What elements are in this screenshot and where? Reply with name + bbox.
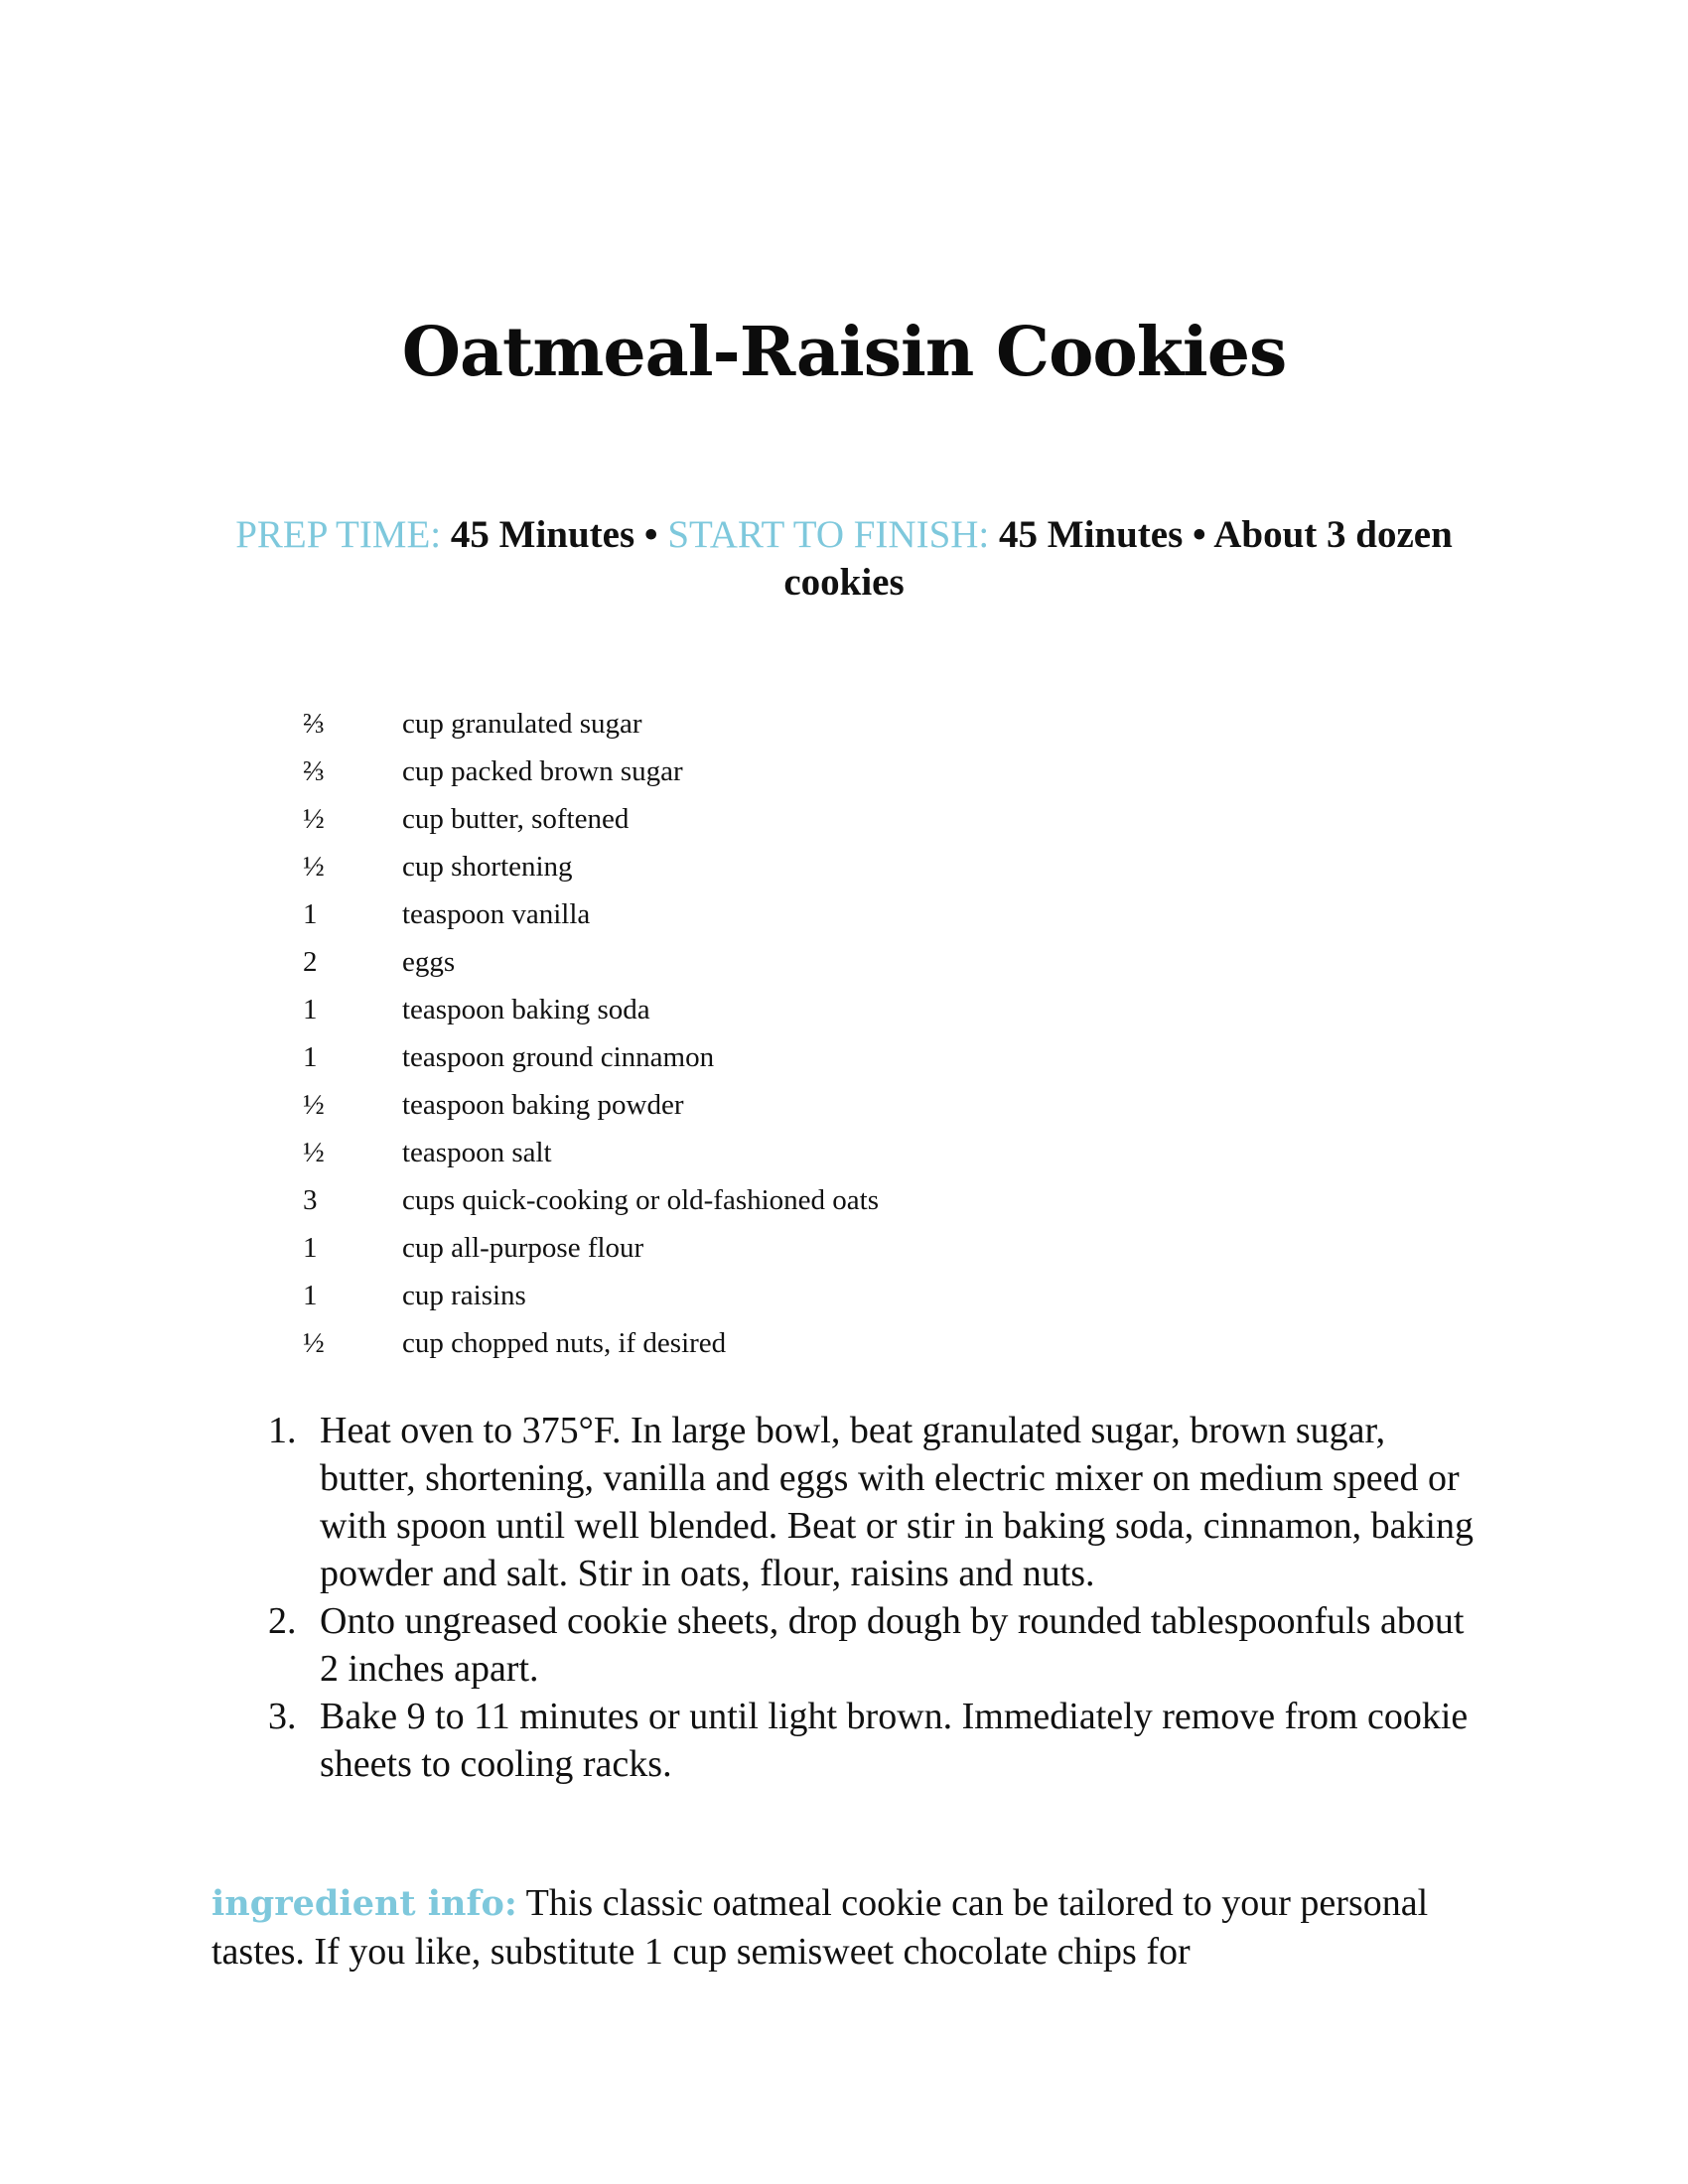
ingredient-qty: 2 (303, 946, 318, 978)
start-to-finish-label: START TO FINISH: (667, 513, 990, 556)
ingredient-item: cup raisins (402, 1280, 526, 1311)
ingredient-row (303, 1319, 1296, 1367)
instruction-step (268, 1693, 1489, 1788)
ingredient-info-text: This classic oatmeal cookie can be tailored to your personal tastes. If you like, substitute 1 cup semisweet chocolate chips for (211, 1882, 1429, 1973)
ingredient-item: teaspoon baking soda (402, 994, 650, 1025)
prep-time-label: PREP TIME: (235, 513, 442, 556)
step-text: Onto ungreased cookie sheets, drop dough by rounded tablespoonfuls about 2 inches apart. (320, 1600, 1465, 1690)
ingredient-qty: 3 (303, 1184, 318, 1216)
instruction-list (268, 1407, 1489, 1788)
ingredient-info-label: ingredient info: (211, 1883, 517, 1924)
recipe-meta (199, 511, 1489, 607)
ingredient-row (303, 890, 1296, 938)
ingredient-item: cup chopped nuts, if desired (402, 1327, 727, 1359)
ingredient-row (303, 1033, 1296, 1081)
ingredient-item: eggs (402, 946, 456, 978)
ingredient-item: cups quick-cooking or old-fashioned oats (402, 1184, 880, 1216)
recipe-title: Oatmeal-Raisin Cookies (401, 313, 1287, 392)
ingredient-row (303, 1224, 1296, 1272)
ingredient-item: cup butter, softened (402, 803, 630, 835)
ingredient-item: teaspoon baking powder (402, 1089, 684, 1121)
ingredient-row (303, 986, 1296, 1033)
ingredient-item: teaspoon vanilla (402, 898, 591, 930)
ingredient-row (303, 795, 1296, 843)
ingredient-qty: ½ (303, 1137, 325, 1168)
ingredient-info-note (211, 1879, 1492, 1976)
ingredient-qty: ½ (303, 803, 325, 835)
step-number: 2. (268, 1600, 297, 1642)
ingredient-qty: 1 (303, 898, 318, 930)
ingredient-qty: 1 (303, 1232, 318, 1264)
ingredient-row (303, 1176, 1296, 1224)
ingredient-item: cup granulated sugar (402, 708, 642, 740)
ingredient-row (303, 700, 1296, 748)
ingredient-qty: ½ (303, 1327, 325, 1359)
start-to-finish-value: 45 Minutes • About 3 dozen cookies (783, 513, 1453, 604)
ingredient-item: teaspoon ground cinnamon (402, 1041, 715, 1073)
ingredient-item: cup shortening (402, 851, 573, 883)
ingredient-qty: ½ (303, 1089, 325, 1121)
step-text: Heat oven to 375°F. In large bowl, beat granulated sugar, brown sugar, butter, shortening, vanilla and eggs with electric mixer on medium speed or with spoon until well blended. Beat or stir in baking soda, cinnamon, baking powder and salt. Stir in oats, flour, raisins and nuts. (320, 1410, 1474, 1594)
ingredient-item: cup all-purpose flour (402, 1232, 644, 1264)
ingredient-item: teaspoon salt (402, 1137, 552, 1168)
ingredient-row (303, 1129, 1296, 1176)
step-number: 3. (268, 1696, 297, 1737)
ingredient-row (303, 1081, 1296, 1129)
ingredient-row (303, 1272, 1296, 1319)
ingredient-row (303, 843, 1296, 890)
ingredient-row (303, 748, 1296, 795)
ingredient-list (303, 700, 1296, 1367)
step-number: 1. (268, 1410, 297, 1451)
prep-time-value: 45 Minutes • (450, 513, 658, 556)
ingredient-qty: 1 (303, 1280, 318, 1311)
ingredient-row (303, 938, 1296, 986)
ingredient-qty: ⅔ (303, 708, 325, 740)
ingredient-qty: 1 (303, 994, 318, 1025)
ingredient-qty: ½ (303, 851, 325, 883)
ingredient-qty: 1 (303, 1041, 318, 1073)
instruction-step (268, 1407, 1489, 1597)
step-text: Bake 9 to 11 minutes or until light brown. Immediately remove from cookie sheets to cooling racks. (320, 1696, 1469, 1785)
ingredient-qty: ⅔ (303, 755, 325, 787)
ingredient-item: cup packed brown sugar (402, 755, 683, 787)
instruction-step (268, 1597, 1489, 1693)
